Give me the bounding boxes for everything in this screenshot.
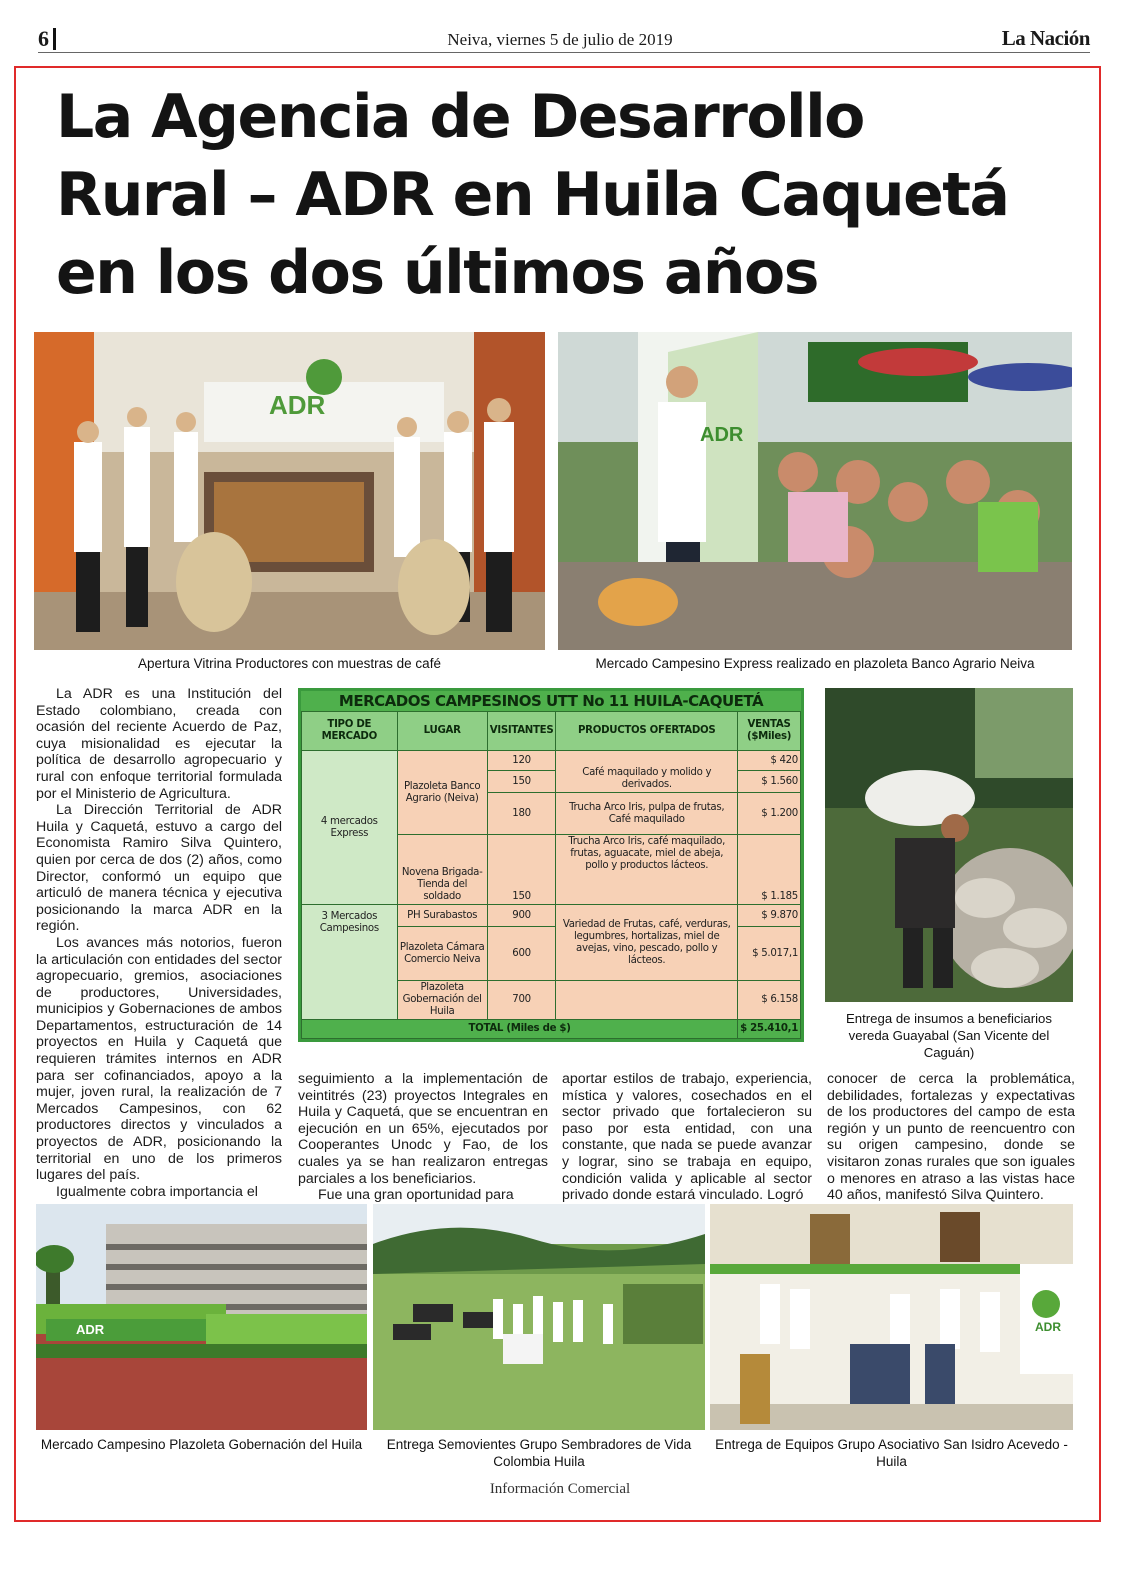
adr-sign: ADR: [269, 390, 326, 420]
adr-sign: ADR: [1035, 1320, 1061, 1334]
lugar-cell: PH Surabastos: [397, 905, 487, 927]
masthead-logo: La Nación: [1001, 26, 1090, 50]
paragraph: aportar estilos de trabajo, experiencia, mística y valores, cosechados en el sector privado que fortalecieron su paso por esta entidad, con una constante, que nada se puede avanzar y lograr, sino se trabaja en equipo, condición valida y aplicable al sector privado donde estará vinculado. Logró: [562, 1071, 812, 1204]
lugar-cell: Novena Brigada-Tienda del soldado: [397, 835, 487, 905]
markets-table: [298, 688, 804, 1042]
ventas-cell: $ 1.185: [738, 835, 801, 905]
photo-entrega-insumos: [825, 688, 1073, 1002]
table-header-tipo: TIPO DE MERCADO: [302, 712, 398, 751]
photo-vitrina-productores: [34, 332, 545, 650]
visitantes-cell: 900: [487, 905, 556, 927]
ventas-cell: $ 420: [738, 751, 801, 771]
table-header-visitantes: VISITANTES: [487, 712, 556, 751]
table-title: MERCADOS CAMPESINOS UTT No 11 HUILA-CAQUETÁ: [301, 691, 801, 711]
tipo-cell: 4 mercados Express: [302, 751, 398, 905]
article-column-2: [298, 1071, 548, 1204]
paragraph: La Dirección Territorial de ADR Huila y Caquetá, estuvo a cargo del Economista Ramiro Silva Quintero, quien por cerca de dos (2) años, como Director, conformó un equipo que articuló de manera técnica y ejecutiva posicionando la marca ADR en la región.: [36, 802, 282, 935]
header-rule: [38, 52, 1090, 53]
ventas-cell: $ 9.870: [738, 905, 801, 927]
article-column-4: [827, 1071, 1075, 1204]
page-header: [0, 0, 1122, 60]
caption-photo-3: Entrega de insumos a beneficiarios vereda Guayabal (San Vicente del Caguán): [846, 1011, 1052, 1060]
productos-cell: [556, 981, 738, 1020]
caption-photo-4: Mercado Campesino Plazoleta Gobernación del Huila: [40, 1437, 363, 1452]
visitantes-cell: 180: [487, 793, 556, 835]
photo-entrega-semovientes: [373, 1204, 705, 1430]
productos-cell: Variedad de Frutas, café, verduras, legumbres, hortalizas, miel de avejas, vino, pescado, pollo y lácteos.: [556, 905, 738, 981]
visitantes-cell: 150: [487, 771, 556, 793]
photo-mercado-express: [558, 332, 1072, 650]
article-column-1: [36, 686, 282, 1200]
headline-line-1: La Agencia de Desarrollo: [56, 82, 864, 152]
table-header-lugar: LUGAR: [397, 712, 487, 751]
productos-cell: Trucha Arco Iris, café maquilado, frutas, aguacate, miel de abeja, pollo y productos lácteos.: [556, 835, 738, 905]
visitantes-cell: 600: [487, 927, 556, 981]
tipo-cell: 3 Mercados Campesinos: [302, 905, 398, 1020]
paragraph: Fue una gran oportunidad para: [318, 1187, 514, 1204]
dateline: Neiva, viernes 5 de julio de 2019: [447, 30, 673, 49]
adr-banner: ADR: [700, 424, 744, 446]
productos-cell: Trucha Arco Iris, pulpa de frutas, Café maquilado: [556, 793, 738, 835]
paragraph: seguimiento a la implementación de veintitrés (23) proyectos Integrales en Huila y Caquetá, que se encuentran en ejecución en un 65%, ejecutados por Cooperantes Unodc y Fao, de los cuales ya se han realizaron entregas parciales a los beneficiarios.: [298, 1071, 548, 1187]
paragraph: Los avances más notorios, fueron la articulación con entidades del sector agropecuario, gremios, asociaciones de productores, Universidades, municipios y Gobernaciones de ambos Departamentos, estructuración de 14 proyectos en Huila y Caquetá que requieren trámites internos en ADR para ser cofinanciados, apoyo a la mujer, joven rural, la realización de 7 Mercados Campesinos, con 62 productores directos y vinculados a proyectos de ADR, posicionando la territorial en uno de los primeros lugares del país.: [36, 934, 282, 1184]
total-value: $ 25.410,1: [738, 1020, 801, 1039]
paragraph: La ADR es una Institución del Estado colombiano, creada con ocasión del reciente Acuerdo de Paz, cuya misionalidad es ejecutar la política de desarrollo agropecuario y rural con enfoque territorial formulada por el Ministerio de Agricultura.: [36, 686, 282, 802]
ventas-cell: $ 5.017,1: [738, 927, 801, 981]
total-label: TOTAL (Miles de $): [302, 1020, 738, 1039]
table-header-ventas: VENTAS ($Miles): [738, 712, 801, 751]
ventas-cell: $ 1.560: [738, 771, 801, 793]
page-number: 6: [38, 28, 56, 50]
paragraph: conocer de cerca la problemática, debilidades, fortalezas y expectativas de los productores del campo de esta región y un punto de reencuentro con su origen campesino, donde se visitaron zonas rurales que son iguales o menores en atraso a las vistas hace 40 años, manifestó Silva Quintero.: [827, 1071, 1075, 1204]
lugar-cell: Plazoleta Cámara Comercio Neiva: [397, 927, 487, 981]
visitantes-cell: 120: [487, 751, 556, 771]
paragraph: Igualmente cobra importancia el: [56, 1183, 258, 1200]
caption-photo-2: Mercado Campesino Express realizado en plazoleta Banco Agrario Neiva: [595, 656, 1035, 671]
adr-banner: ADR: [76, 1322, 105, 1337]
photo-entrega-equipos: [710, 1204, 1073, 1430]
ventas-cell: $ 6.158: [738, 981, 801, 1020]
headline-line-3: en los dos últimos años: [56, 238, 818, 308]
caption-photo-1: Apertura Vitrina Productores con muestras de café: [138, 656, 441, 671]
caption-photo-6: Entrega de Equipos Grupo Asociativo San Isidro Acevedo - Huila: [715, 1437, 1068, 1469]
visitantes-cell: 150: [487, 835, 556, 905]
caption-photo-5: Entrega Semovientes Grupo Sembradores de Vida Colombia Huila: [386, 1437, 692, 1469]
footer-label: Información Comercial: [489, 1481, 631, 1497]
ventas-cell: $ 1.200: [738, 793, 801, 835]
lugar-cell: Plazoleta Banco Agrario (Neiva): [397, 751, 487, 835]
photo-plazoleta-gobernacion: [36, 1204, 367, 1430]
headline: [56, 78, 1066, 312]
visitantes-cell: 700: [487, 981, 556, 1020]
productos-cell: Café maquilado y molido y derivados.: [556, 751, 738, 793]
headline-line-2: Rural – ADR en Huila Caquetá: [56, 160, 1009, 230]
lugar-cell: Plazoleta Gobernación del Huila: [397, 981, 487, 1020]
table-header-productos: PRODUCTOS OFERTADOS: [556, 712, 738, 751]
article-column-3: [562, 1071, 812, 1204]
